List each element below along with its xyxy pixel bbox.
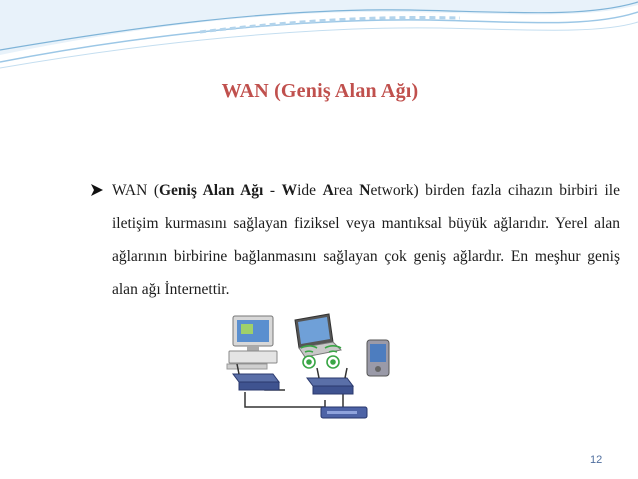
text-dash: - bbox=[263, 182, 282, 199]
text-n: N bbox=[359, 182, 371, 199]
wan-description bbox=[88, 174, 620, 306]
pda-icon bbox=[367, 340, 389, 376]
decorative-wave-header bbox=[0, 0, 638, 70]
network-diagram bbox=[225, 312, 400, 424]
slide-title: WAN (Geniş Alan Ağı) bbox=[221, 80, 419, 102]
page-number: 12 bbox=[590, 454, 603, 466]
text-w: W bbox=[281, 182, 298, 199]
wireless-router-icon bbox=[307, 368, 353, 394]
text-ide: ide bbox=[297, 182, 323, 199]
modem-icon bbox=[321, 407, 367, 418]
text-rea: rea bbox=[333, 182, 360, 199]
text-rest: etwork) birden fazla cihazın birbiri ile iletişim kurmasını sağlayan fiziksel veya mantıksal büyük ağlarıdır. Yerel alan ağlarının birbirine bağlanmasını sağlayan çok geniş ağlardır. En meşhur geniş alan ağı İnternettir. bbox=[112, 182, 620, 298]
text-wan-open: WAN ( bbox=[112, 182, 159, 199]
desktop-computer-icon bbox=[227, 316, 277, 369]
text-a: A bbox=[322, 182, 334, 199]
text-genis-alan-agi: Geniş Alan Ağı bbox=[159, 182, 264, 199]
bullet-paragraph bbox=[88, 174, 620, 306]
